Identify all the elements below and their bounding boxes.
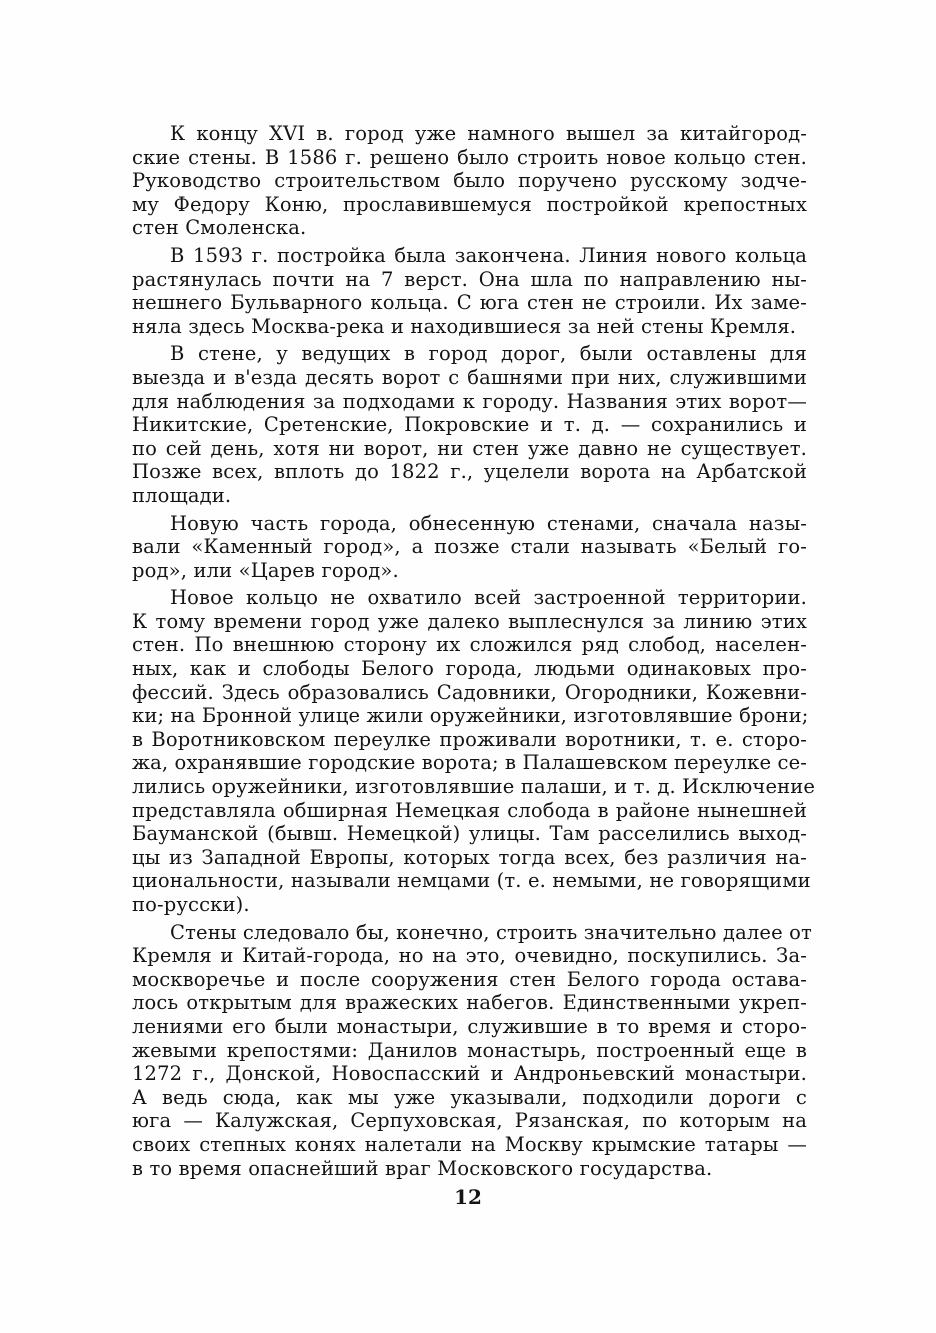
text-line: цы из Западной Европы, которых тогда всех, без различия на- <box>132 845 807 869</box>
text-line: В 1593 г. постройка была закончена. Линия нового кольца <box>170 243 807 267</box>
paragraph <box>132 244 807 338</box>
paragraph <box>132 586 816 916</box>
text-line: Бауманской (бывш. Немецкой) улицы. Там расселились выход- <box>132 822 807 846</box>
text-line: для наблюдения за подходами к городу. Названия этих ворот— <box>132 389 807 413</box>
text-line: Никитские, Сретенские, Покровские и т. д. — сохранились и <box>132 413 807 437</box>
text-line: Позже всех, вплоть до 1822 г., уцелели ворота на Арбатской <box>132 460 807 484</box>
paragraph <box>132 920 812 1181</box>
text-line: фессий. Здесь образовались Садовники, Огородники, Кожевни- <box>132 680 807 704</box>
text-line: му Федору Коню, прославившемуся постройкой крепостных <box>132 192 807 216</box>
text-line: площади. <box>132 483 232 507</box>
text-line: 1272 г., Донской, Новоспасский и Андроньевский монастыри. <box>132 1062 807 1086</box>
text-line: род», или «Царев город». <box>132 558 399 582</box>
text-line: циональности, называли немцами (т. е. немыми, не говорящими <box>132 869 811 893</box>
text-line: по-русски). <box>132 893 250 916</box>
text-line: своих степных конях налетали на Москву крымские татары — <box>132 1132 807 1156</box>
text-line: выезда и в'езда десять ворот с башнями при них, служившими <box>132 365 807 389</box>
text-line: Стены следовало бы, конечно, строить значительно далее от <box>170 920 812 944</box>
text-line: ки; на Бронной улице жили оружейники, изготовлявшие брони; <box>132 704 809 728</box>
paragraph <box>132 512 807 583</box>
text-line: Новую часть города, обнесенную стенами, сначала назы- <box>170 511 807 535</box>
paragraph <box>132 122 807 240</box>
text-line: стен. По внешнюю сторону их сложился ряд слобод, населен- <box>132 633 807 657</box>
text-line: вали «Каменный город», а позже стали называть «Белый го- <box>132 535 807 559</box>
body-text <box>132 122 816 1184</box>
text-line: по сей день, хотя ни ворот, ни стен уже давно не существует. <box>132 436 807 460</box>
text-line: москворечье и после сооружения стен Белого города остава- <box>132 967 807 991</box>
text-line: Новое кольцо не охватило всей застроенной территории. <box>170 586 807 610</box>
text-line: в то время опаснейший враг Московского государства. <box>132 1156 713 1180</box>
text-line: А ведь сюда, как мы уже указывали, подходили дороги с <box>132 1085 807 1109</box>
text-line: представляла обширная Немецкая слобода в районе нынешней <box>132 798 807 822</box>
text-line: Кремля и Китай-города, но на это, очевидно, поскупились. За- <box>132 944 807 968</box>
text-line: растянулась почти на 7 верст. Она шла по направлению ны- <box>132 267 807 291</box>
text-line: ных, как и слободы Белого города, людьми одинаковых про- <box>132 657 807 681</box>
text-line: лось открытым для вражеских набегов. Единственными укреп- <box>132 991 807 1015</box>
text-line: ские стены. В 1586 г. решено было строить новое кольцо стен. <box>132 145 807 169</box>
text-line: Руководство строительством было поручено русскому зодче- <box>132 169 807 193</box>
text-line: в Воротниковском переулке проживали воротники, т. е. сторо- <box>132 727 807 751</box>
text-line: юга — Калужская, Серпуховская, Рязанская, по которым на <box>132 1109 807 1133</box>
text-line: жа, охранявшие городские ворота; в Палашевском переулке се- <box>132 751 808 775</box>
text-line: К концу XVI в. город уже намного вышел за китайгород- <box>170 122 807 145</box>
text-line: стен Смоленска. <box>132 216 307 240</box>
text-line: К тому времени город уже далеко выплеснулся за линию этих <box>132 609 807 633</box>
text-line: В стене, у ведущих в город дорог, были оставлены для <box>170 342 807 366</box>
text-line: нешнего Бульварного кольца. С юга стен не строили. Их заме- <box>132 291 807 315</box>
paragraph <box>132 342 807 507</box>
text-line: лились оружейники, изготовлявшие палаши, и т. д. Исключение <box>132 775 816 799</box>
text-line: няла здесь Москва-река и находившиеся за ней стены Кремля. <box>132 314 797 338</box>
page-number: 12 <box>454 1185 482 1209</box>
text-line: жевыми крепостями: Данилов монастырь, построенный еще в <box>132 1038 807 1062</box>
text-line: лениями его были монастыри, служившие в то время и сторо- <box>132 1014 807 1038</box>
